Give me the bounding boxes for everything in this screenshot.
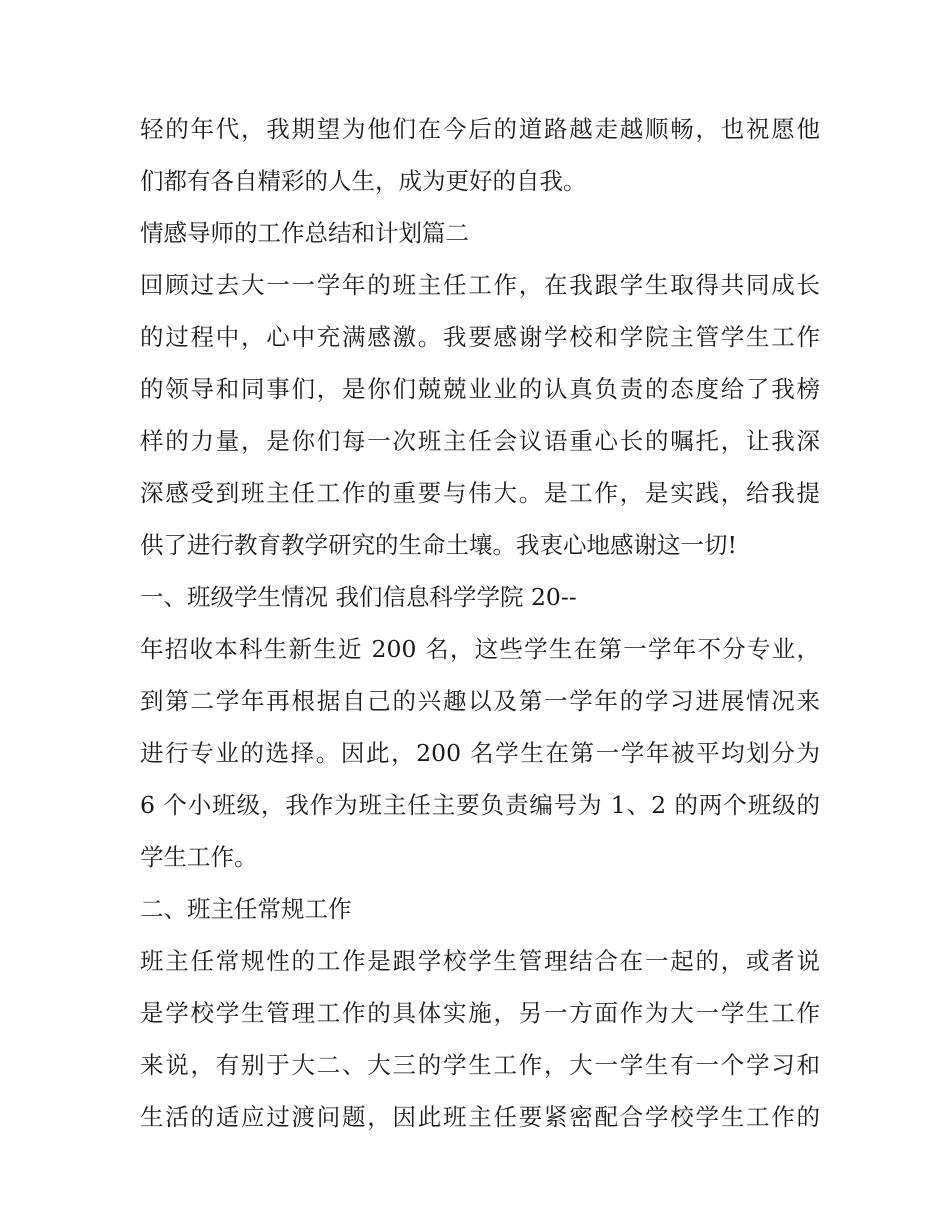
text-line: 学生工作。 [140, 843, 258, 871]
text-line: 轻的年代，我期望为他们在今后的道路越走越顺畅，也祝愿他 [140, 115, 820, 143]
text-line: 到第二学年再根据自己的兴趣以及第一学年的学习进展情况来 [140, 687, 820, 715]
text-line: 的过程中，心中充满感激。我要感谢学校和学院主管学生工作 [140, 323, 820, 351]
text-line: 们都有各自精彩的人生，成为更好的自我。 [140, 167, 587, 195]
body-text [140, 103, 820, 1143]
text-line: 样的力量，是你们每一次班主任会议语重心长的嘱托，让我深 [140, 427, 820, 455]
text-line: 的领导和同事们，是你们兢兢业业的认真负责的态度给了我榜 [140, 375, 820, 403]
text-line: 班主任常规性的工作是跟学校学生管理结合在一起的，或者说 [140, 947, 820, 975]
text-line: 来说，有别于大二、大三的学生工作，大一学生有一个学习和 [140, 1051, 820, 1079]
text-line: 6 个小班级，我作为班主任主要负责编号为 1、2 的两个班级的 [140, 791, 820, 819]
text-line: 年招收本科生新生近 200 名，这些学生在第一学年不分专业， [140, 635, 820, 663]
text-line: 深感受到班主任工作的重要与伟大。是工作，是实践，给我提 [140, 479, 820, 507]
text-line: 供了进行教育教学研究的生命土壤。我衷心地感谢这一切! [140, 531, 737, 559]
text-line: 情感导师的工作总结和计划篇二 [140, 219, 469, 247]
text-line: 是学校学生管理工作的具体实施，另一方面作为大一学生工作 [140, 999, 820, 1027]
text-line: 回顾过去大一一学年的班主任工作，在我跟学生取得共同成长 [140, 271, 820, 299]
text-line: 进行专业的选择。因此，200 名学生在第一学年被平均划分为 [140, 739, 820, 767]
text-line: 生活的适应过渡问题，因此班主任要紧密配合学校学生工作的 [140, 1103, 820, 1131]
text-line: 二、班主任常规工作 [140, 895, 352, 923]
text-line: 一、班级学生情况 我们信息科学学院 20-- [140, 583, 577, 611]
